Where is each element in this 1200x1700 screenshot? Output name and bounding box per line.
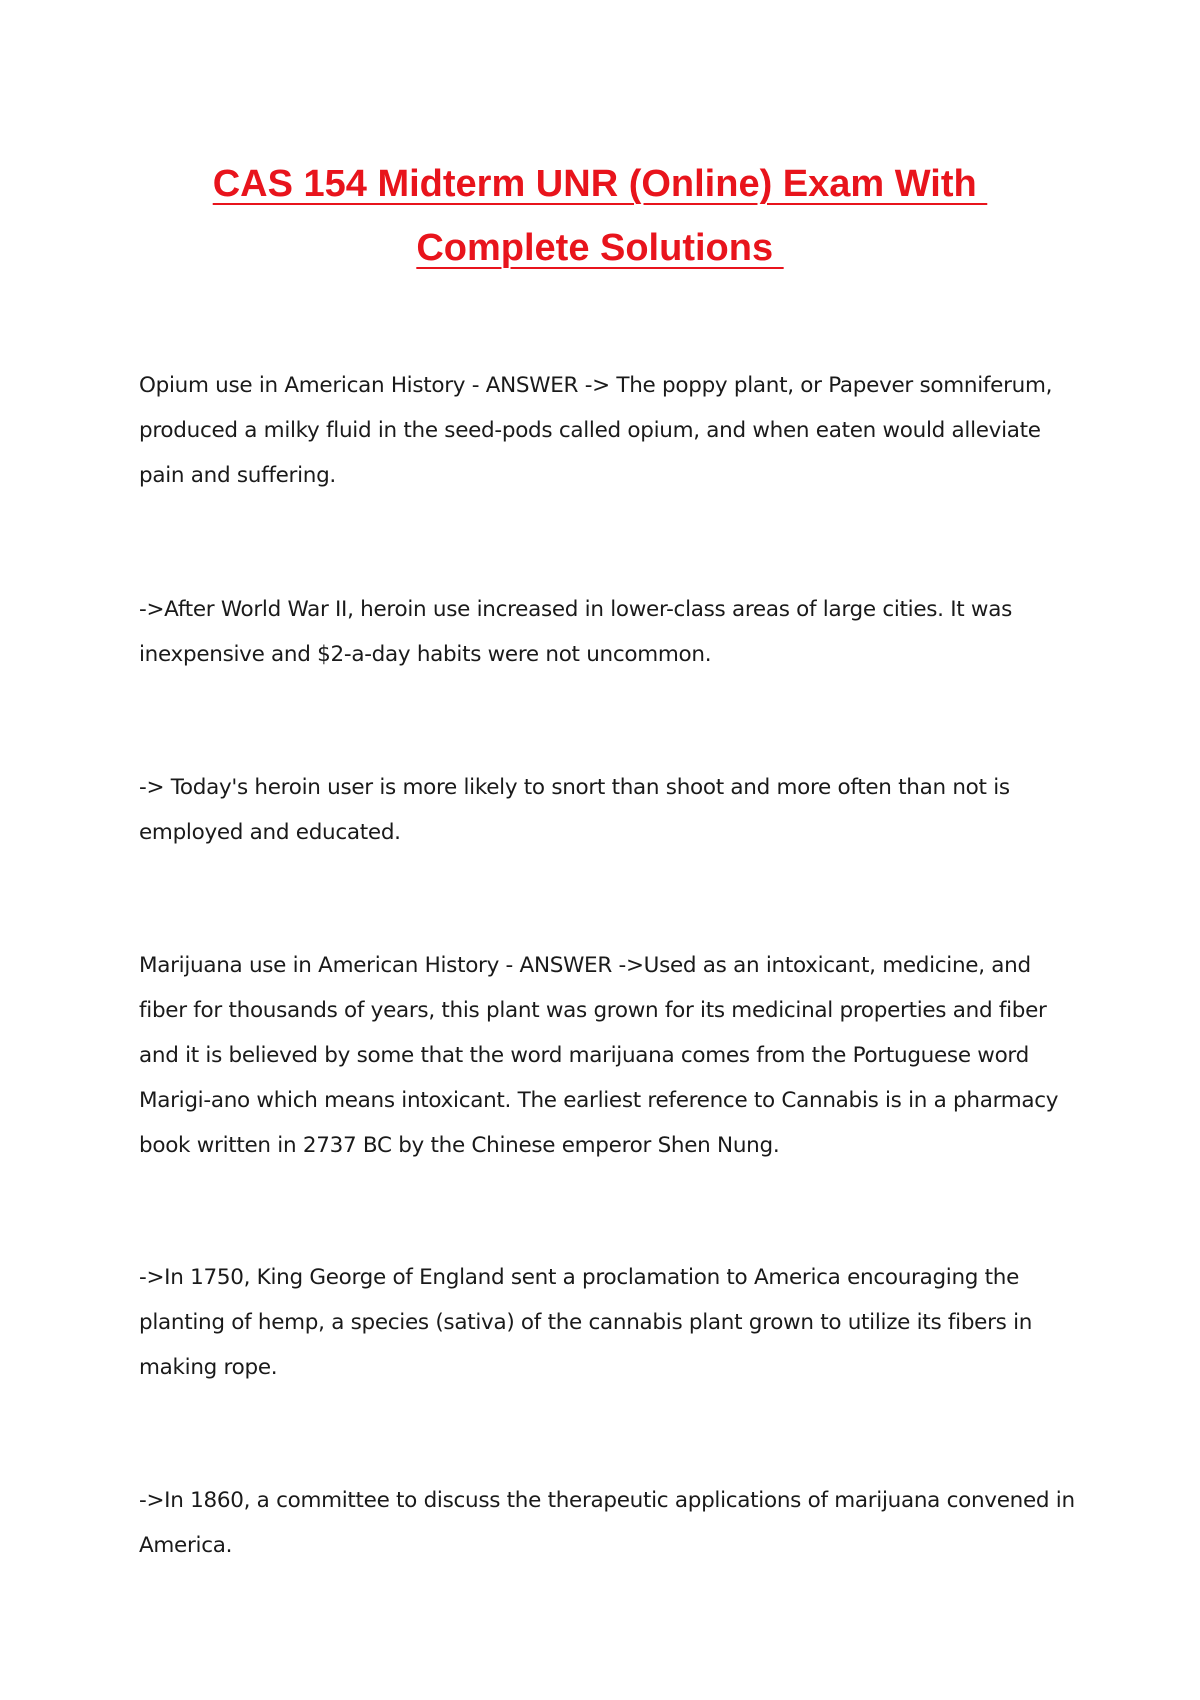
title-line-2: Complete Solutions (416, 227, 784, 269)
title-line-1: CAS 154 Midterm UNR (Online) Exam With (212, 163, 988, 205)
paragraph-marijuana-answer: Marijuana use in American History - ANSWER ->Used as an intoxicant, medicine, and fiber for thousands of years, this plant was grown for its medicinal properties and fiber and it is believed by some that the word marijuana comes from the Portuguese word Marigi-ano which means intoxicant. The earliest reference to Cannabis is in a pharmacy book written in 2737 BC by the Chinese emperor Shen Nung. (139, 953, 1059, 1158)
document-title (0, 152, 1200, 280)
paragraph-opium-answer: Opium use in American History - ANSWER -> The poppy plant, or Papever somniferum, produced a milky fluid in the seed-pods called opium, and when eaten would alleviate pain and suffering. (139, 373, 1053, 488)
paragraph-1860-committee: ->In 1860, a committee to discuss the therapeutic applications of marijuana convened in America. (139, 1488, 1075, 1558)
paragraph-heroin-wwii: ->After World War II, heroin use increased in lower-class areas of large cities. It was inexpensive and $2-a-day habits were not uncommon. (139, 597, 1012, 667)
paragraph-heroin-today: -> Today's heroin user is more likely to snort than shoot and more often than not is employed and educated. (139, 775, 1010, 845)
paragraph-king-george: ->In 1750, King George of England sent a proclamation to America encouraging the planting of hemp, a species (sativa) of the cannabis plant grown to utilize its fibers in making rope. (139, 1265, 1033, 1380)
